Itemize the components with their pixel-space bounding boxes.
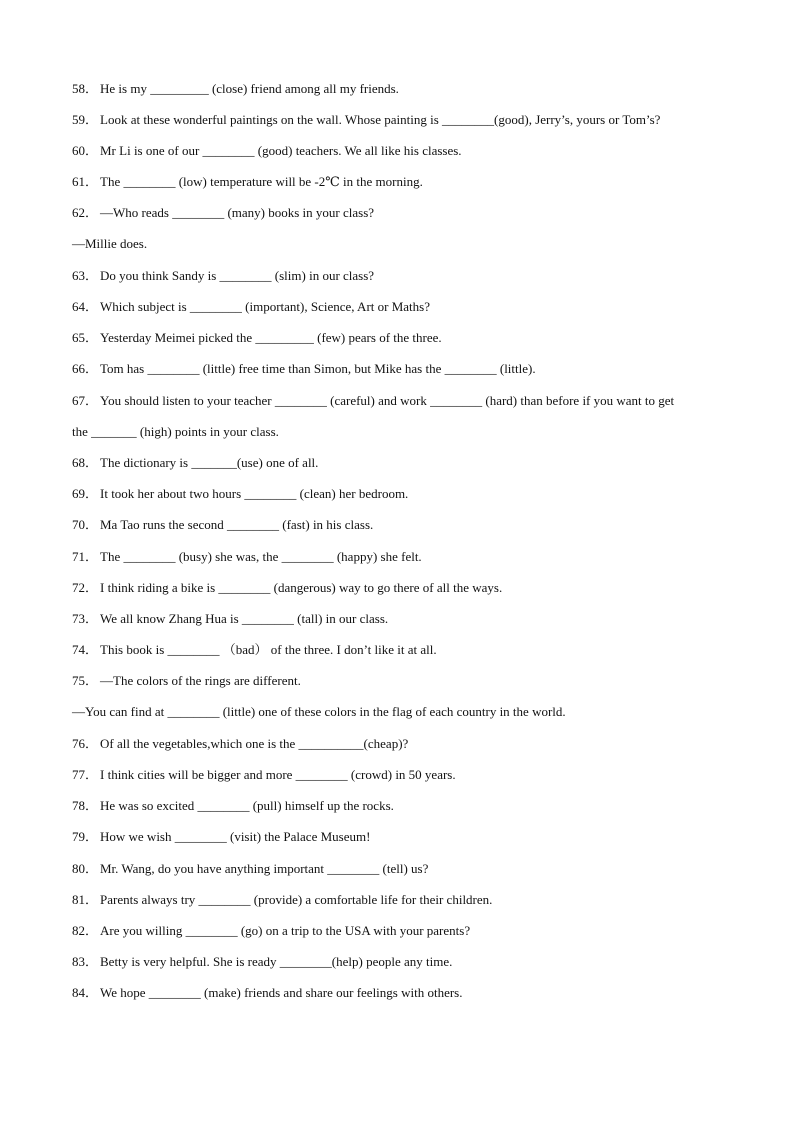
question-text: The dictionary is _______(use) one of all. (100, 455, 319, 470)
question-number: 69． (72, 486, 99, 501)
question-line (72, 923, 734, 939)
question-text: Do you think Sandy is ________ (slim) in our class? (100, 268, 375, 283)
question-number: 81． (72, 892, 99, 907)
question-text: The ________ (busy) she was, the ________ (happy) she felt. (100, 549, 422, 564)
question-text: Look at these wonderful paintings on the wall. Whose painting is ________(good), Jerry’s, yours or Tom’s? (100, 112, 661, 127)
question-number: 63． (72, 268, 99, 283)
question-text: —The colors of the rings are different. (100, 673, 301, 688)
question-text: Of all the vegetables,which one is the __________(cheap)? (100, 736, 409, 751)
question-line (72, 549, 734, 565)
question-text: the _______ (high) points in your class. (72, 424, 279, 439)
question-text: How we wish ________ (visit) the Palace Museum! (100, 829, 371, 844)
question-line (72, 673, 734, 689)
question-text: Tom has ________ (little) free time than Simon, but Mike has the ________ (little). (100, 361, 536, 376)
question-line (72, 299, 734, 315)
question-line (72, 393, 734, 409)
question-number: 78． (72, 798, 99, 813)
question-line (72, 611, 734, 627)
question-number: 65． (72, 330, 99, 345)
question-line (72, 455, 734, 471)
question-text: The ________ (low) temperature will be -2℃ in the morning. (100, 174, 423, 189)
question-line (72, 736, 734, 752)
question-text: I think cities will be bigger and more ________ (crowd) in 50 years. (100, 767, 456, 782)
question-line (72, 112, 734, 128)
question-line (72, 985, 734, 1001)
question-text: Mr Li is one of our ________ (good) teachers. We all like his classes. (100, 143, 462, 158)
answer-line (72, 704, 734, 720)
question-line (72, 268, 734, 284)
question-line (72, 330, 734, 346)
question-line (72, 81, 734, 97)
question-text: This book is ________ （bad） of the three. I don’t like it at all. (100, 642, 437, 657)
question-number: 76． (72, 736, 99, 751)
question-text: —You can find at ________ (little) one of these colors in the flag of each country in the world. (72, 704, 566, 719)
question-number: 74． (72, 642, 99, 657)
question-line (72, 861, 734, 877)
question-number: 61． (72, 174, 99, 189)
question-line (72, 143, 734, 159)
question-number: 58． (72, 81, 99, 96)
question-number: 77． (72, 767, 99, 782)
question-text: He was so excited ________ (pull) himself up the rocks. (100, 798, 394, 813)
question-number: 79． (72, 829, 99, 844)
question-line (72, 954, 734, 970)
question-line (72, 798, 734, 814)
question-number: 75． (72, 673, 99, 688)
question-number: 60． (72, 143, 99, 158)
question-line (72, 642, 734, 658)
question-text: Yesterday Meimei picked the _________ (few) pears of the three. (100, 330, 442, 345)
question-line (72, 892, 734, 908)
question-number: 84． (72, 985, 99, 1000)
question-number: 83． (72, 954, 99, 969)
question-line (72, 580, 734, 596)
question-number: 70． (72, 517, 99, 532)
question-text: We hope ________ (make) friends and share our feelings with others. (100, 985, 463, 1000)
answer-line (72, 236, 734, 252)
question-line (72, 517, 734, 533)
question-text: Parents always try ________ (provide) a comfortable life for their children. (100, 892, 493, 907)
question-text: He is my _________ (close) friend among all my friends. (100, 81, 399, 96)
question-text: You should listen to your teacher ________ (careful) and work ________ (hard) than before if you want to get (100, 393, 675, 408)
question-text: It took her about two hours ________ (clean) her bedroom. (100, 486, 409, 501)
question-number: 82． (72, 923, 99, 938)
question-number: 59． (72, 112, 99, 127)
question-text: Betty is very helpful. She is ready ________(help) people any time. (100, 954, 453, 969)
question-text: Are you willing ________ (go) on a trip to the USA with your parents? (100, 923, 471, 938)
question-number: 68． (72, 455, 99, 470)
question-number: 62． (72, 205, 99, 220)
question-text: Mr. Wang, do you have anything important ________ (tell) us? (100, 861, 429, 876)
question-number: 80． (72, 861, 99, 876)
question-number: 73． (72, 611, 99, 626)
question-number: 64． (72, 299, 99, 314)
question-number: 72． (72, 580, 99, 595)
question-text: —Who reads ________ (many) books in your class? (100, 205, 375, 220)
question-number: 66． (72, 361, 99, 376)
question-line (72, 767, 734, 783)
question-text: Which subject is ________ (important), Science, Art or Maths? (100, 299, 430, 314)
question-text: —Millie does. (72, 236, 148, 251)
question-text: I think riding a bike is ________ (dangerous) way to go there of all the ways. (100, 580, 503, 595)
question-number: 71． (72, 549, 99, 564)
question-line (72, 174, 734, 190)
question-number: 67． (72, 393, 99, 408)
continuation-line (72, 424, 734, 440)
question-line (72, 361, 734, 377)
question-line (72, 829, 734, 845)
question-line (72, 205, 734, 221)
question-line (72, 486, 734, 502)
question-text: We all know Zhang Hua is ________ (tall) in our class. (100, 611, 389, 626)
question-text: Ma Tao runs the second ________ (fast) in his class. (100, 517, 374, 532)
